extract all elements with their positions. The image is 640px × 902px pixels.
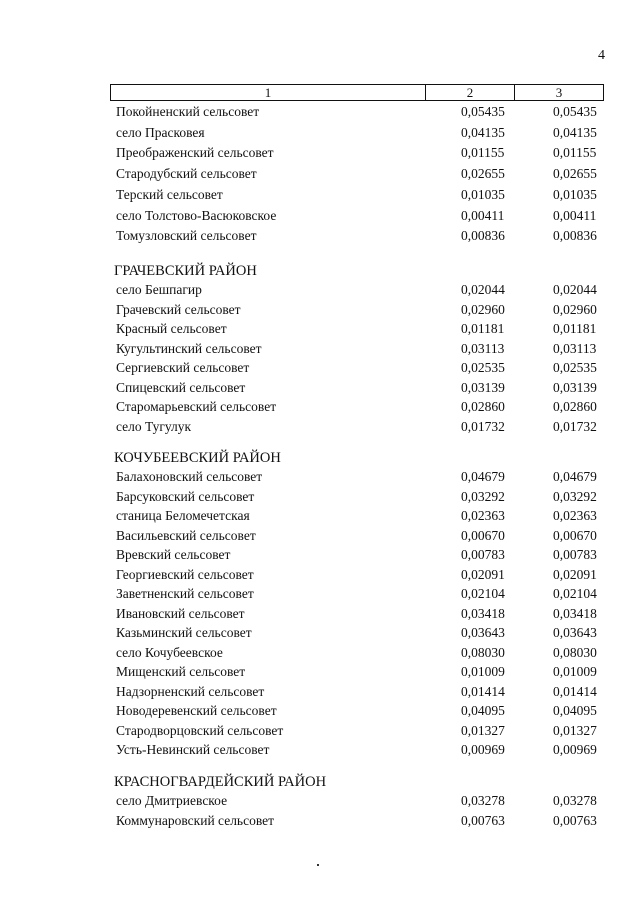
row-name: Ивановский сельсовет (116, 605, 245, 621)
table-row (0, 506, 640, 526)
row-name: Грачевский сельсовет (116, 301, 241, 317)
row-value-col3: 0,00969 (553, 742, 597, 757)
row-value-col2: 0,01732 (461, 418, 505, 434)
row-value-col3: 0,00783 (553, 547, 597, 562)
row-name: Красный сельсовет (116, 321, 227, 336)
table-row (0, 300, 640, 320)
row-name: Старомарьевский сельсовет (116, 399, 277, 414)
row-name: село Прасковея (116, 124, 205, 140)
row-value-col2: 0,02044 (461, 282, 505, 297)
row-value-col3: 0,04095 (553, 703, 597, 718)
row-name: Балахоновский сельсовет (116, 469, 263, 484)
row-name: Сергиевский сельсовет (116, 360, 250, 375)
table-row (0, 358, 640, 378)
row-value-col2: 0,01414 (461, 683, 505, 699)
table-row (0, 740, 640, 760)
table-row (0, 701, 640, 721)
row-name: село Дмитриевское (116, 793, 228, 808)
row-value-col3: 0,01732 (553, 418, 597, 434)
table-row (0, 682, 640, 702)
row-value-col2: 0,03278 (461, 793, 505, 808)
row-name: Кугультинский сельсовет (116, 340, 262, 356)
row-value-col2: 0,02535 (461, 360, 505, 375)
row-value-col2: 0,04135 (461, 124, 505, 140)
row-value-col2: 0,04095 (461, 703, 505, 718)
row-name: Заветненский сельсовет (116, 586, 254, 601)
district-title: КРАСНОГВАРДЕЙСКИЙ РАЙОН (114, 774, 327, 790)
row-value-col3: 0,00763 (553, 812, 597, 828)
table-row (0, 206, 640, 226)
column-header-1: 1 (110, 84, 426, 101)
row-name: Стародубский сельсовет (116, 166, 257, 182)
row-value-col2: 0,00670 (461, 527, 505, 543)
row-value-col3: 0,02363 (553, 508, 597, 523)
page-number: 4 (598, 48, 605, 63)
row-value-col3: 0,03643 (553, 625, 597, 640)
row-name: Томузловский сельсовет (116, 228, 257, 244)
table-row (0, 339, 640, 359)
row-value-col3: 0,01181 (553, 321, 597, 336)
row-name: Преображенский сельсовет (116, 145, 274, 161)
table-row (0, 102, 640, 122)
row-value-col3: 0,00670 (553, 527, 597, 543)
table-row (0, 467, 640, 487)
row-value-col3: 0,03139 (553, 379, 597, 395)
row-name: Васильевский сельсовет (116, 527, 256, 543)
table-row (0, 604, 640, 624)
row-value-col2: 0,00783 (461, 547, 505, 562)
table-row (0, 164, 640, 184)
row-value-col2: 0,00763 (461, 812, 505, 828)
table-row (0, 123, 640, 143)
table-row (0, 811, 640, 831)
row-value-col3: 0,03113 (553, 340, 597, 356)
row-value-col3: 0,03292 (553, 488, 597, 504)
row-name: Надзорненский сельсовет (116, 683, 265, 699)
row-value-col3: 0,04135 (553, 124, 597, 140)
table-row (0, 397, 640, 417)
row-value-col3: 0,02044 (553, 282, 597, 297)
row-value-col3: 0,03418 (553, 605, 597, 621)
table-row (0, 791, 640, 811)
row-name: Барсуковский сельсовет (116, 488, 255, 504)
row-value-col2: 0,03643 (461, 625, 505, 640)
row-value-col2: 0,03418 (461, 605, 505, 621)
table-row (0, 280, 640, 300)
row-value-col2: 0,00969 (461, 742, 505, 757)
row-name: Стародворцовский сельсовет (116, 722, 284, 738)
table-row (0, 545, 640, 565)
district-title: ГРАЧЕВСКИЙ РАЙОН (114, 263, 257, 279)
row-value-col3: 0,02960 (553, 301, 597, 317)
row-value-col2: 0,08030 (461, 644, 505, 660)
row-name: станица Беломечетская (116, 508, 250, 523)
row-name: Мищенский сельсовет (116, 664, 246, 679)
table-row (0, 378, 640, 398)
row-value-col3: 0,02104 (553, 586, 597, 601)
row-value-col2: 0,01035 (461, 186, 505, 202)
row-name: Спицевский сельсовет (116, 379, 246, 395)
row-value-col2: 0,03139 (461, 379, 505, 395)
row-value-col3: 0,02091 (553, 566, 597, 582)
table-row (0, 319, 640, 339)
row-value-col3: 0,00836 (553, 228, 597, 244)
table-row (0, 643, 640, 663)
row-value-col2: 0,00411 (461, 207, 505, 223)
row-value-col2: 0,03292 (461, 488, 505, 504)
row-name: Терский сельсовет (116, 186, 223, 202)
row-value-col3: 0,03278 (553, 793, 597, 808)
table-row (0, 721, 640, 741)
column-header-2: 2 (425, 84, 515, 101)
row-value-col3: 0,01155 (553, 145, 597, 161)
row-value-col2: 0,01327 (461, 722, 505, 738)
row-value-col3: 0,02860 (553, 399, 597, 414)
row-name: село Толстово-Васюковское (116, 207, 277, 223)
row-value-col2: 0,02960 (461, 301, 505, 317)
row-value-col3: 0,00411 (553, 207, 597, 223)
row-name: село Кочубеевское (116, 644, 223, 660)
row-value-col2: 0,02091 (461, 566, 505, 582)
row-value-col3: 0,01035 (553, 186, 597, 202)
row-value-col2: 0,05435 (461, 104, 505, 119)
row-value-col2: 0,01181 (461, 321, 505, 336)
row-name: село Тугулук (116, 418, 192, 434)
row-value-col3: 0,01009 (553, 664, 597, 679)
row-value-col2: 0,01009 (461, 664, 505, 679)
page-mark (317, 864, 319, 866)
table-row (0, 226, 640, 246)
table-row (0, 623, 640, 643)
row-value-col3: 0,01327 (553, 722, 597, 738)
district-title: КОЧУБЕЕВСКИЙ РАЙОН (114, 450, 281, 466)
table-row (0, 417, 640, 437)
row-value-col3: 0,01414 (553, 683, 597, 699)
row-value-col2: 0,02655 (461, 166, 505, 182)
row-name: Казьминский сельсовет (116, 625, 252, 640)
row-name: Коммунаровский сельсовет (116, 812, 275, 828)
row-value-col2: 0,01155 (461, 145, 505, 161)
row-name: село Бешпагир (116, 282, 202, 297)
row-name: Новодеревенский сельсовет (116, 703, 277, 718)
table-row (0, 526, 640, 546)
row-value-col3: 0,02655 (553, 166, 597, 182)
row-name: Георгиевский сельсовет (116, 566, 254, 582)
row-value-col2: 0,04679 (461, 469, 505, 484)
table-row (0, 487, 640, 507)
row-name: Вревский сельсовет (116, 547, 231, 562)
table-row (0, 584, 640, 604)
row-value-col2: 0,02104 (461, 586, 505, 601)
table-row (0, 143, 640, 163)
row-value-col2: 0,02363 (461, 508, 505, 523)
row-name: Покойненский сельсовет (116, 104, 260, 119)
table-row (0, 662, 640, 682)
row-name: Усть-Невинский сельсовет (116, 742, 270, 757)
row-value-col3: 0,02535 (553, 360, 597, 375)
row-value-col2: 0,02860 (461, 399, 505, 414)
column-header-3: 3 (514, 84, 604, 101)
row-value-col3: 0,04679 (553, 469, 597, 484)
row-value-col2: 0,00836 (461, 228, 505, 244)
row-value-col3: 0,08030 (553, 644, 597, 660)
row-value-col3: 0,05435 (553, 104, 597, 119)
table-row (0, 565, 640, 585)
table-row (0, 185, 640, 205)
row-value-col2: 0,03113 (461, 340, 505, 356)
